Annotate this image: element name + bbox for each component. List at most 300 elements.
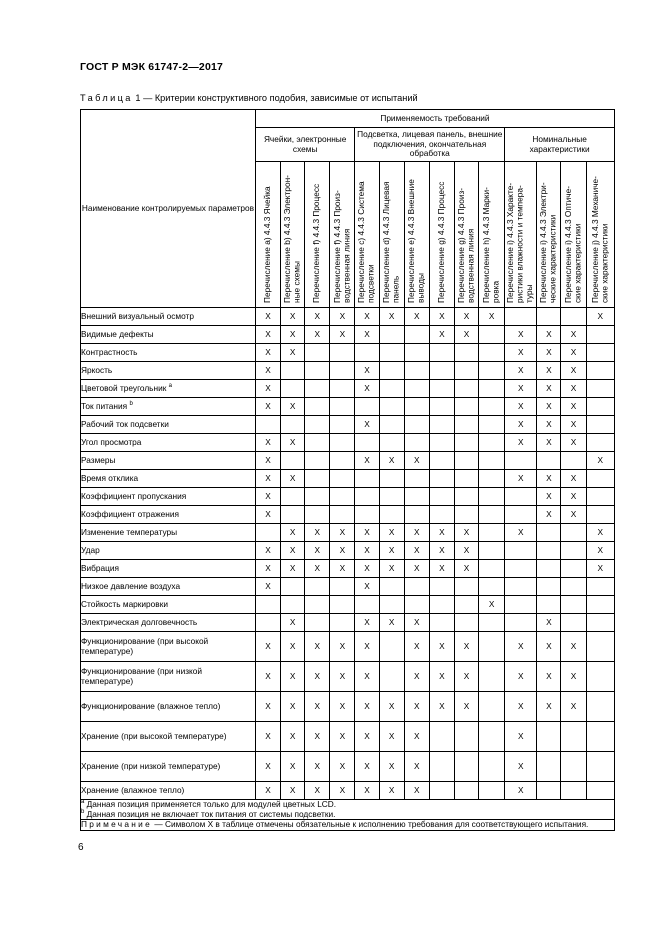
note-label: Примечание	[81, 819, 153, 830]
parameter-name-text: Угол просмотра	[81, 436, 142, 447]
parameter-name-text: Яркость	[81, 364, 113, 375]
mark-cell	[404, 380, 429, 398]
table-row	[81, 488, 615, 506]
mark-cell	[404, 398, 429, 416]
mark-cell	[429, 452, 454, 470]
mark-cell	[479, 524, 505, 542]
column-header	[586, 162, 614, 308]
mark-cell: X	[586, 452, 614, 470]
mark-cell	[379, 578, 404, 596]
mark-cell	[537, 782, 561, 800]
mark-cell	[479, 344, 505, 362]
mark-cell: X	[429, 632, 454, 662]
mark-cell: X	[355, 452, 379, 470]
mark-cell: X	[404, 752, 429, 782]
mark-cell	[586, 662, 614, 692]
mark-cell	[479, 614, 505, 632]
column-header	[305, 162, 330, 308]
mark-cell: X	[404, 452, 429, 470]
mark-cell: X	[255, 692, 280, 722]
mark-cell	[479, 722, 505, 752]
mark-cell: X	[281, 434, 305, 452]
mark-cell: X	[404, 542, 429, 560]
mark-cell	[479, 560, 505, 578]
mark-cell	[330, 578, 355, 596]
mark-cell: X	[330, 308, 355, 326]
mark-cell: X	[305, 308, 330, 326]
mark-cell: X	[355, 578, 379, 596]
mark-cell	[379, 506, 404, 524]
mark-cell	[379, 362, 404, 380]
column-header-label: Перечисление f) 4.4.3 Произ- водственная линия	[331, 190, 352, 303]
column-header-label: Перечисление j) 4.4.3 Механиче- ские характеристики	[589, 176, 610, 303]
mark-cell	[330, 416, 355, 434]
mark-cell	[454, 752, 478, 782]
table-row	[81, 344, 615, 362]
column-header-label: Перечисление i) 4.4.3 Электри- ческие характеристики	[538, 182, 558, 303]
mark-cell: X	[255, 326, 280, 344]
mark-cell	[561, 782, 586, 800]
mark-cell	[454, 434, 478, 452]
mark-cell: X	[561, 662, 586, 692]
mark-cell	[537, 542, 561, 560]
mark-cell: X	[379, 692, 404, 722]
mark-cell: X	[305, 722, 330, 752]
mark-cell	[379, 380, 404, 398]
mark-cell	[305, 470, 330, 488]
mark-cell: X	[255, 632, 280, 662]
mark-cell	[479, 398, 505, 416]
mark-cell	[330, 506, 355, 524]
mark-cell	[561, 578, 586, 596]
mark-cell: X	[281, 662, 305, 692]
mark-cell	[429, 722, 454, 752]
mark-cell: X	[404, 722, 429, 752]
mark-cell: X	[404, 632, 429, 662]
column-header-label: Перечисление e) 4.4.3 Внешние выводы	[406, 179, 426, 303]
parameter-name	[81, 380, 256, 398]
mark-cell	[305, 362, 330, 380]
mark-cell	[305, 614, 330, 632]
mark-cell: X	[281, 692, 305, 722]
mark-cell	[429, 362, 454, 380]
mark-cell	[255, 416, 280, 434]
parameter-name-text: Размеры	[81, 454, 116, 465]
mark-cell	[379, 398, 404, 416]
mark-cell: X	[404, 662, 429, 692]
mark-cell: X	[454, 662, 478, 692]
column-header-label: Перечисление a) 4.4.3 Ячейка	[262, 186, 273, 303]
mark-cell	[330, 596, 355, 614]
mark-cell: X	[454, 692, 478, 722]
mark-cell	[429, 344, 454, 362]
mark-cell: X	[505, 782, 537, 800]
mark-cell	[561, 308, 586, 326]
mark-cell	[586, 722, 614, 752]
mark-cell: X	[355, 362, 379, 380]
column-header	[255, 162, 280, 308]
mark-cell: X	[255, 578, 280, 596]
table-row	[81, 692, 615, 722]
mark-cell: X	[379, 560, 404, 578]
mark-cell	[404, 326, 429, 344]
mark-cell: X	[505, 470, 537, 488]
mark-cell: X	[355, 722, 379, 752]
parameter-name	[81, 506, 256, 524]
parameter-name	[81, 542, 256, 560]
mark-cell	[479, 434, 505, 452]
mark-cell	[561, 452, 586, 470]
mark-cell: X	[355, 632, 379, 662]
mark-cell: X	[379, 614, 404, 632]
parameter-name	[81, 524, 256, 542]
mark-cell: X	[355, 380, 379, 398]
mark-cell: X	[561, 692, 586, 722]
parameter-name	[81, 470, 256, 488]
mark-cell	[454, 782, 478, 800]
mark-cell: X	[355, 614, 379, 632]
mark-cell: X	[305, 560, 330, 578]
mark-cell: X	[330, 752, 355, 782]
mark-cell	[305, 506, 330, 524]
mark-cell	[355, 434, 379, 452]
table-row	[81, 470, 615, 488]
mark-cell	[586, 614, 614, 632]
mark-cell	[429, 416, 454, 434]
mark-cell	[537, 308, 561, 326]
mark-cell: X	[305, 524, 330, 542]
footnote-b	[81, 810, 614, 820]
mark-cell: X	[561, 434, 586, 452]
mark-cell	[586, 326, 614, 344]
parameter-name-text: Хранение (влажное тепло)	[81, 784, 185, 795]
mark-cell: X	[255, 308, 280, 326]
parameter-name	[81, 452, 256, 470]
mark-cell: X	[379, 524, 404, 542]
mark-cell: X	[454, 542, 478, 560]
table-row	[81, 362, 615, 380]
mark-cell	[404, 434, 429, 452]
mark-cell	[586, 416, 614, 434]
mark-cell	[454, 380, 478, 398]
mark-cell	[537, 578, 561, 596]
mark-cell	[429, 614, 454, 632]
column-header	[330, 162, 355, 308]
mark-cell	[479, 470, 505, 488]
parameter-name-text: Функционирование (влажное тепло)	[81, 700, 221, 711]
table-row	[81, 380, 615, 398]
table-row	[81, 632, 615, 662]
table-row	[81, 308, 615, 326]
mark-cell: X	[355, 542, 379, 560]
mark-cell	[537, 596, 561, 614]
parameter-name-text: Хранение (при низкой температуре)	[81, 760, 221, 771]
mark-cell: X	[505, 752, 537, 782]
mark-cell: X	[255, 542, 280, 560]
footnote-ref: a	[168, 382, 173, 389]
mark-cell: X	[454, 632, 478, 662]
mark-cell	[454, 398, 478, 416]
mark-cell	[379, 470, 404, 488]
parameter-name-text: Ток питания	[81, 400, 128, 411]
parameter-name	[81, 578, 256, 596]
parameter-name-text: Цветовой треугольник	[81, 382, 167, 393]
mark-cell: X	[505, 398, 537, 416]
mark-cell: X	[281, 344, 305, 362]
mark-cell: X	[305, 752, 330, 782]
mark-cell	[479, 326, 505, 344]
parameter-name	[81, 614, 256, 632]
mark-cell	[454, 416, 478, 434]
column-header-label: Перечисление f) 4.4.3 Процесс	[311, 183, 322, 303]
column-header-label: Перечисление i) 4.4.3 Характе- ристики влажности и темпера- туры	[505, 182, 535, 303]
mark-cell: X	[330, 632, 355, 662]
mark-cell	[330, 434, 355, 452]
parameter-name	[81, 398, 256, 416]
mark-cell: X	[255, 398, 280, 416]
mark-cell: X	[379, 722, 404, 752]
mark-cell	[454, 344, 478, 362]
mark-cell	[505, 614, 537, 632]
mark-cell: X	[281, 752, 305, 782]
table-row	[81, 326, 615, 344]
mark-cell	[586, 782, 614, 800]
parameter-name	[81, 434, 256, 452]
mark-cell: X	[537, 434, 561, 452]
mark-cell	[429, 782, 454, 800]
mark-cell: X	[330, 662, 355, 692]
table-row	[81, 434, 615, 452]
mark-cell: X	[281, 782, 305, 800]
mark-cell	[305, 398, 330, 416]
mark-cell	[379, 488, 404, 506]
column-header	[429, 162, 454, 308]
mark-cell: X	[255, 662, 280, 692]
mark-cell: X	[561, 380, 586, 398]
mark-cell: X	[305, 692, 330, 722]
mark-cell	[330, 614, 355, 632]
mark-cell	[429, 398, 454, 416]
mark-cell: X	[355, 326, 379, 344]
mark-cell	[537, 524, 561, 542]
mark-cell	[404, 596, 429, 614]
table-row	[81, 560, 615, 578]
mark-cell	[429, 506, 454, 524]
table-row	[81, 452, 615, 470]
mark-cell	[379, 344, 404, 362]
mark-cell	[505, 488, 537, 506]
mark-cell	[505, 452, 537, 470]
mark-cell: X	[561, 632, 586, 662]
column-header	[281, 162, 305, 308]
parameter-name-text: Коэффициент отражения	[81, 508, 179, 519]
mark-cell	[586, 434, 614, 452]
mark-cell: X	[355, 560, 379, 578]
document-header: ГОСТ Р МЭК 61747-2—2017	[80, 61, 224, 73]
parameter-name-text: Внешний визуальный осмотр	[81, 310, 194, 321]
table-row	[81, 752, 615, 782]
column-header-label: Перечисление g) 4.4.3 Произ- водственная линия	[455, 187, 476, 303]
column-header	[454, 162, 478, 308]
mark-cell	[305, 596, 330, 614]
mark-cell: X	[281, 560, 305, 578]
mark-cell	[586, 506, 614, 524]
parameter-name-text: Удар	[81, 544, 100, 555]
mark-cell	[330, 380, 355, 398]
mark-cell: X	[454, 326, 478, 344]
mark-cell: X	[429, 560, 454, 578]
mark-cell	[454, 452, 478, 470]
parameter-name	[81, 308, 256, 326]
mark-cell: X	[561, 398, 586, 416]
parameter-name	[81, 596, 256, 614]
mark-cell: X	[305, 326, 330, 344]
mark-cell: X	[537, 692, 561, 722]
mark-cell	[281, 578, 305, 596]
table-row	[81, 542, 615, 560]
mark-cell: X	[537, 362, 561, 380]
footnote-mark: b	[81, 808, 85, 815]
mark-cell: X	[429, 662, 454, 692]
mark-cell	[404, 506, 429, 524]
parameter-name-text: Электрическая долговечность	[81, 616, 198, 627]
column-header-label: Перечисление c) 4.4.3 Система подсветки	[356, 181, 376, 303]
mark-cell	[479, 416, 505, 434]
parameter-name-text: Хранение (при высокой температуре)	[81, 730, 227, 741]
mark-cell: X	[305, 542, 330, 560]
mark-cell	[586, 692, 614, 722]
mark-cell: X	[255, 782, 280, 800]
mark-cell: X	[355, 692, 379, 722]
mark-cell: X	[561, 506, 586, 524]
param-column-header: Наименование контролируемых параметров	[81, 110, 256, 308]
mark-cell: X	[537, 488, 561, 506]
footnote-text: Данная позиция не включает ток питания от системы подсветки.	[86, 808, 336, 819]
footnotes	[81, 800, 615, 820]
mark-cell	[454, 614, 478, 632]
mark-cell	[404, 470, 429, 488]
table-row	[81, 596, 615, 614]
mark-cell	[404, 488, 429, 506]
mark-cell	[305, 380, 330, 398]
mark-cell: X	[281, 470, 305, 488]
mark-cell: X	[561, 344, 586, 362]
mark-cell: X	[429, 524, 454, 542]
mark-cell: X	[255, 470, 280, 488]
mark-cell	[505, 542, 537, 560]
mark-cell: X	[355, 752, 379, 782]
mark-cell: X	[505, 722, 537, 752]
parameter-name	[81, 662, 256, 692]
mark-cell: X	[379, 542, 404, 560]
mark-cell: X	[586, 308, 614, 326]
mark-cell: X	[355, 524, 379, 542]
footnote-text: Данная позиция применяется только для модулей цветных LCD.	[86, 799, 337, 809]
mark-cell: X	[479, 596, 505, 614]
mark-cell	[479, 362, 505, 380]
mark-cell: X	[281, 398, 305, 416]
mark-cell: X	[505, 524, 537, 542]
mark-cell: X	[281, 542, 305, 560]
mark-cell: X	[537, 398, 561, 416]
mark-cell	[561, 614, 586, 632]
mark-cell: X	[379, 752, 404, 782]
mark-cell: X	[505, 362, 537, 380]
mark-cell	[454, 722, 478, 752]
mark-cell: X	[255, 344, 280, 362]
mark-cell: X	[429, 308, 454, 326]
mark-cell: X	[330, 722, 355, 752]
column-header-label: Перечисление i) 4.4.3 Оптиче- ские характеристики	[562, 186, 583, 303]
mark-cell: X	[305, 662, 330, 692]
mark-cell	[404, 578, 429, 596]
mark-cell	[505, 506, 537, 524]
mark-cell	[561, 542, 586, 560]
parameter-name	[81, 752, 256, 782]
mark-cell	[479, 452, 505, 470]
parameter-name-text: Стойкость маркировки	[81, 598, 168, 609]
column-header-label: Перечисление g) 4.4.3 Процесс	[436, 181, 447, 303]
mark-cell	[537, 752, 561, 782]
parameter-name-text: Видимые дефекты	[81, 328, 154, 339]
mark-cell	[404, 416, 429, 434]
mark-cell: X	[537, 470, 561, 488]
mark-cell: X	[255, 362, 280, 380]
parameter-name-text: Функционирование (при низкой температуре)	[81, 665, 202, 686]
mark-cell	[429, 380, 454, 398]
mark-cell: X	[454, 560, 478, 578]
mark-cell	[330, 362, 355, 380]
mark-cell: X	[255, 752, 280, 782]
mark-cell: X	[561, 326, 586, 344]
mark-cell	[404, 344, 429, 362]
mark-cell	[330, 488, 355, 506]
mark-cell	[281, 416, 305, 434]
mark-cell	[586, 578, 614, 596]
group-header-ratings: Номинальные характеристики	[505, 128, 615, 162]
mark-cell: X	[330, 782, 355, 800]
mark-cell: X	[505, 662, 537, 692]
mark-cell: X	[505, 326, 537, 344]
mark-cell: X	[281, 308, 305, 326]
mark-cell: X	[255, 434, 280, 452]
mark-cell	[454, 506, 478, 524]
mark-cell: X	[404, 308, 429, 326]
mark-cell	[355, 470, 379, 488]
mark-cell	[330, 452, 355, 470]
parameter-name	[81, 692, 256, 722]
mark-cell	[404, 362, 429, 380]
mark-cell: X	[404, 782, 429, 800]
mark-cell: X	[404, 560, 429, 578]
mark-cell: X	[537, 632, 561, 662]
column-header	[379, 162, 404, 308]
mark-cell	[281, 380, 305, 398]
mark-cell	[537, 560, 561, 578]
mark-cell: X	[281, 524, 305, 542]
mark-cell: X	[586, 524, 614, 542]
parameter-name	[81, 782, 256, 800]
mark-cell: X	[379, 308, 404, 326]
mark-cell	[537, 722, 561, 752]
mark-cell	[305, 416, 330, 434]
mark-cell: X	[255, 506, 280, 524]
mark-cell	[479, 578, 505, 596]
parameter-name	[81, 488, 256, 506]
mark-cell	[355, 596, 379, 614]
mark-cell: X	[537, 344, 561, 362]
mark-cell: X	[281, 614, 305, 632]
